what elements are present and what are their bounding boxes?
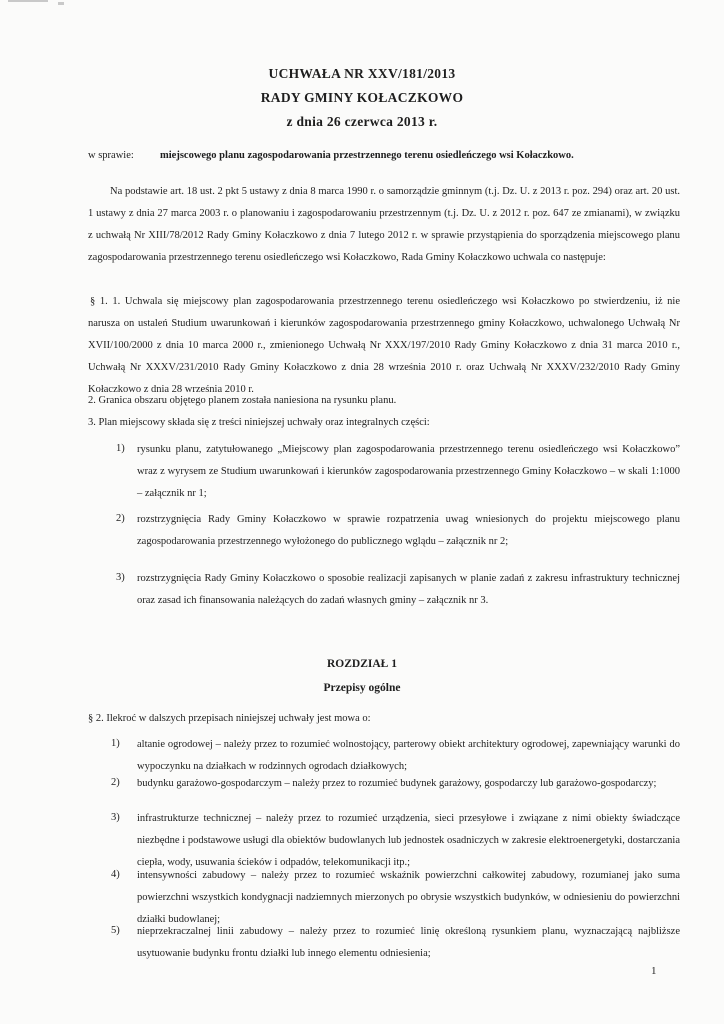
- scan-mark: [8, 0, 48, 2]
- list-item-number: 2): [116, 513, 125, 524]
- section-2-intro: § 2. Ilekroć w dalszych przepisach niniejszej uchwały jest mowa o:: [88, 713, 371, 724]
- scan-mark: [58, 2, 64, 5]
- list-item: budynku garażowo-gospodarczym – należy przez to rozumieć budynek garażowy, gospodarczy lub garażowo-gospodarczy;: [137, 778, 657, 789]
- list-item: rozstrzygnięcia Rady Gminy Kołaczkowo w sprawie rozpatrzenia uwag wniesionych do projektu miejscowego planu zagospodarowania przestrzennego wyłożonego do publicznego wglądu – załącznik nr 2;: [137, 514, 680, 547]
- legal-basis-paragraph: Na podstawie art. 18 ust. 2 pkt 5 ustawy z dnia 8 marca 1990 r. o samorządzie gminnym (t.j. Dz. U. z 2013 r. poz. 294) oraz art. 20 ust. 1 ustawy z dnia 27 marca 2003 r. o planowaniu i zagospodarowaniu przestrzennym (t.j. Dz. U. z 2012 r. poz. 647 ze zmianami), w związku z uchwałą Nr XIII/78/2012 Rady Gminy Kołaczkowo z dnia 7 lutego 2012 r. w sprawie przystąpienia do sporządzenia miejscowego planu zagospodarowania przestrzennego terenu osiedleńczego wsi Kołaczkowo, Rada Gminy Kołaczkowo uchwala co następuje:: [88, 186, 680, 263]
- list-item: nieprzekraczalnej linii zabudowy – należy przez to rozumieć linię określoną rysunkiem planu, wyznaczającą najbliższe usytuowanie budynku frontu działki lub innego elementu odniesienia;: [137, 926, 680, 959]
- list-item: rysunku planu, zatytułowanego „Miejscowy plan zagospodarowania przestrzennego terenu osiedleńczego wsi Kołaczkowo” wraz z wyrysem ze Studium uwarunkowań i kierunków zagospodarowania przestrzennego Gminy Kołaczkowo – w skali 1:1000 – załącznik nr 1;: [137, 444, 680, 499]
- list-item-number: 5): [111, 925, 120, 936]
- resolution-title: UCHWAŁA NR XXV/181/2013: [268, 66, 456, 81]
- section-1-paragraph-1: § 1. 1. Uchwala się miejscowy plan zagospodarowania przestrzennego terenu osiedleńczego wsi Kołaczkowo po stwierdzeniu, iż nie narusza on ustaleń Studium uwarunkowań i kierunków zagospodarowania przestrzennego gminy Kołaczkowo, uchwalonego Uchwałą Nr XVII/100/2000 z dnia 10 marca 2000 r., zmienionego Uchwałą Nr XXX/197/2010 Rady Gminy Kołaczkowo z dnia 31 marca 2010 r., Uchwałą Nr XXXV/231/2010 Rady Gminy Kołaczkowo z dnia 28 września 2010 r. oraz Uchwałą Nr XXXV/232/2010 Rady Gminy Kołaczkowo z dnia 28 września 2010 r.: [88, 296, 680, 395]
- section-1-paragraph-3: 3. Plan miejscowy składa się z treści niniejszej uchwały oraz integralnych części:: [88, 417, 430, 428]
- list-item: altanie ogrodowej – należy przez to rozumieć wolnostojący, parterowy obiekt architektury ogrodowej, zapewniający warunki do wypoczynku na działkach w rodzinnych ogrodach działkowych;: [137, 739, 680, 772]
- list-item: rozstrzygnięcia Rady Gminy Kołaczkowo o sposobie realizacji zapisanych w planie zadań z zakresu infrastruktury technicznej oraz zasad ich finansowania należących do zadań własnych gminy – załącznik nr 3.: [137, 573, 680, 606]
- council-name: RADY GMINY KOŁACZKOWO: [260, 90, 464, 105]
- chapter-heading: ROZDZIAŁ 1: [327, 658, 397, 670]
- resolution-date: z dnia 26 czerwca 2013 r.: [286, 114, 438, 129]
- subject-label: w sprawie:: [88, 150, 134, 161]
- page-number: 1: [651, 965, 657, 977]
- list-item-number: 3): [111, 812, 120, 823]
- list-item: infrastrukturze technicznej – należy przez to rozumieć urządzenia, sieci przesyłowe i związane z nimi obiekty świadczące niezbędne i podstawowe usługi dla obiektów budowlanych lub jednostek osadniczych w zakresie elektroenergetyki, dostarczania ciepła, wody, usuwania ścieków i odpadów, telekomunikacji itp.;: [137, 813, 680, 868]
- section-1-paragraph-2: 2. Granica obszaru objętego planem została naniesiona na rysunku planu.: [88, 395, 397, 406]
- list-item-number: 2): [111, 777, 120, 788]
- list-item-number: 4): [111, 869, 120, 880]
- list-item-number: 3): [116, 572, 125, 583]
- subject-text: miejscowego planu zagospodarowania przestrzennego terenu osiedleńczego wsi Kołaczkowo.: [160, 150, 574, 161]
- chapter-subheading: Przepisy ogólne: [323, 682, 401, 694]
- list-item-number: 1): [111, 738, 120, 749]
- list-item-number: 1): [116, 443, 125, 454]
- list-item: intensywności zabudowy – należy przez to rozumieć wskaźnik powierzchni całkowitej zabudowy, rozumianej jako suma powierzchni wszystkich kondygnacji nadziemnych mierzonych po obrysie wszystkich budynków, w odniesieniu do powierzchni działki budowlanej;: [137, 870, 680, 925]
